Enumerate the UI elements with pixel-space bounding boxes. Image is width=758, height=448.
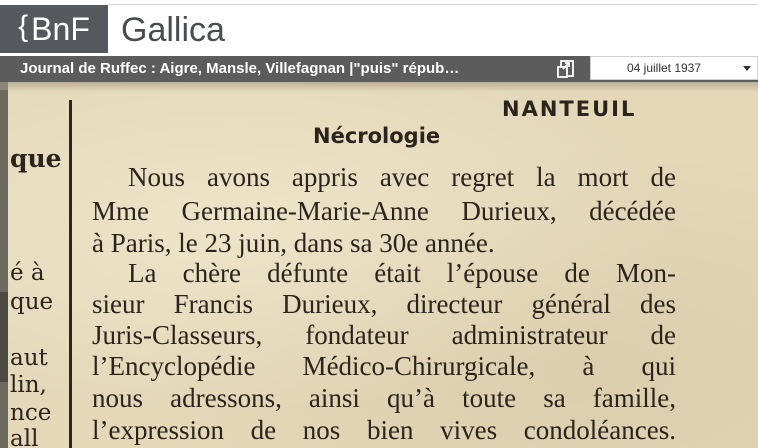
article-line: Mme Germaine-Marie-Anne Durieux, décédée [92, 196, 676, 226]
section-heading: Nécrologie [313, 124, 441, 148]
left-column-fragment: aut [10, 345, 48, 371]
gallica-brand[interactable]: Gallica [121, 11, 225, 49]
article-line: Juris-Classeurs, fondateur administrateur de [92, 320, 676, 350]
left-panel-strip [0, 90, 8, 448]
bnf-logo[interactable] [0, 5, 108, 53]
left-panel-toggle[interactable] [0, 292, 8, 382]
column-rule [69, 100, 72, 448]
issue-date-select[interactable] [590, 56, 758, 80]
header-divider [108, 4, 758, 5]
document-title[interactable]: Journal de Ruffec : Aigre, Mansle, Villefagnan |"puis" répub… [20, 60, 460, 77]
article-line: l’Encyclopédie Médico-Chirurgicale, à qui [92, 351, 676, 381]
left-column-fragment: é à [10, 260, 45, 286]
left-column-fragment: que [10, 144, 62, 173]
article-line: l’expression de nos bien vives condoléances. [92, 415, 676, 445]
export-icon[interactable] [556, 59, 576, 79]
town-heading: NANTEUIL [502, 97, 637, 121]
article-line: sieur Francis Durieux, directeur général des [92, 289, 676, 319]
left-column-fragment: all [10, 426, 39, 448]
article-line: à Paris, le 23 juin, dans sa 30e année. [92, 228, 495, 258]
left-column-fragment: lin, [10, 372, 47, 398]
article-line: La chère défunte était l’épouse de Mon- [128, 258, 676, 288]
chevron-down-icon [743, 66, 751, 71]
left-column-fragment: nce [10, 400, 52, 426]
logo-brace-icon: { [18, 10, 29, 43]
left-column-fragment: que [10, 289, 54, 315]
logo-text: BnF [31, 10, 90, 47]
site-header [0, 0, 758, 56]
page-fold-shadow [8, 82, 758, 92]
article-line: nous adressons, ainsi qu’à toute sa famille, [92, 383, 676, 413]
document-viewer[interactable] [0, 82, 758, 448]
article-line: Nous avons appris avec regret la mort de [128, 162, 676, 192]
issue-date-value: 04 juillet 1937 [626, 61, 702, 75]
